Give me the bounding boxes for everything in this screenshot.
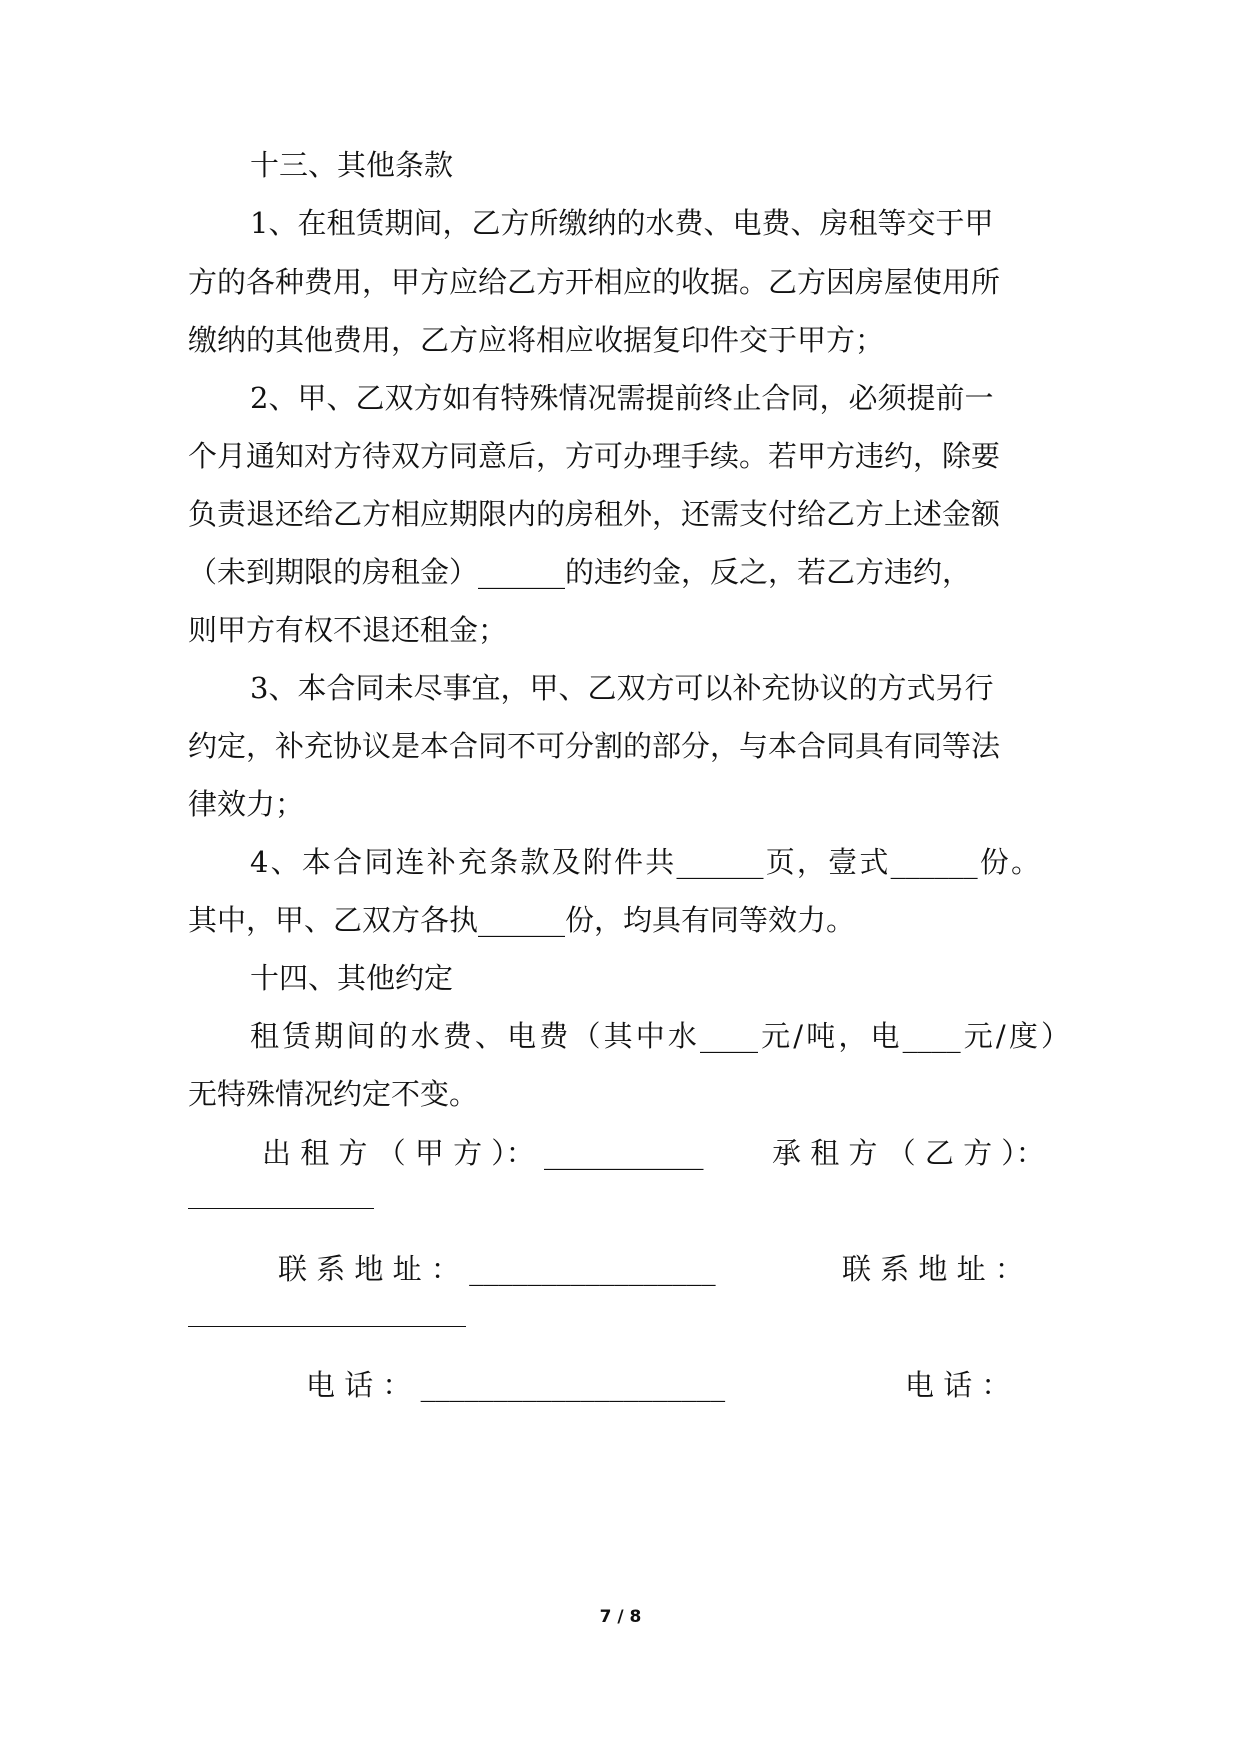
clause-4-line-2: 其中，甲、乙双方各执______份，均具有同等效力。 — [188, 903, 856, 937]
clause-4-line-1: 4、本合同连补充条款及附件共______页，壹式______份。 — [250, 845, 1040, 879]
lessee-phone-label: 电 话 ： — [905, 1368, 1011, 1402]
utility-rates-line-1: 租赁期间的水费、电费（其中水____元/吨，电____元/度） — [250, 1019, 1070, 1053]
lessor-signature-label: 出 租 方 （ 甲 方 ）： ___________ — [262, 1136, 704, 1170]
page-number: 7 / 8 — [599, 1607, 642, 1627]
lessee-address-label: 联 系 地 址 ： — [842, 1252, 1024, 1286]
clause-3-line-2: 约定，补充协议是本合同不可分割的部分，与本合同具有同等法 — [188, 729, 1001, 763]
lessor-phone-label: 电 话 ： _____________________ — [306, 1368, 726, 1402]
section-13-heading: 十三、其他条款 — [250, 148, 454, 182]
clause-3-line-3: 律效力； — [188, 787, 305, 821]
clause-1-line-2: 方的各种费用，甲方应给乙方开相应的收据。乙方因房屋使用所 — [188, 265, 1001, 299]
section-14-heading: 十四、其他约定 — [250, 961, 454, 995]
clause-2-line-5: 则甲方有权不退还租金； — [188, 613, 508, 647]
lessor-address-label: 联 系 地 址 ： _________________ — [278, 1252, 716, 1286]
clause-3-line-1: 3、本合同未尽事宜，甲、乙双方可以补充协议的方式另行 — [250, 671, 994, 705]
utility-rates-line-2: 无特殊情况约定不变。 — [188, 1077, 479, 1111]
clause-2-line-4: （未到期限的房租金）______的违约金，反之，若乙方违约， — [188, 555, 972, 589]
clause-2-line-2: 个月通知对方待双方同意后，方可办理手续。若甲方违约，除要 — [188, 439, 1001, 473]
clause-2-line-3: 负责退还给乙方相应期限内的房租外，还需支付给乙方上述金额 — [188, 497, 1001, 531]
lessee-signature-label: 承 租 方 （ 乙 方 ）： — [772, 1136, 1045, 1170]
clause-1-line-1: 1、在租赁期间，乙方所缴纳的水费、电费、房租等交于甲 — [250, 206, 994, 240]
clause-1-line-3: 缴纳的其他费用，乙方应将相应收据复印件交于甲方； — [188, 323, 885, 357]
lessee-address-blank — [188, 1326, 466, 1327]
clause-2-line-1: 2、甲、乙双方如有特殊情况需提前终止合同，必须提前一 — [250, 381, 994, 415]
lessee-signature-blank — [188, 1208, 374, 1209]
